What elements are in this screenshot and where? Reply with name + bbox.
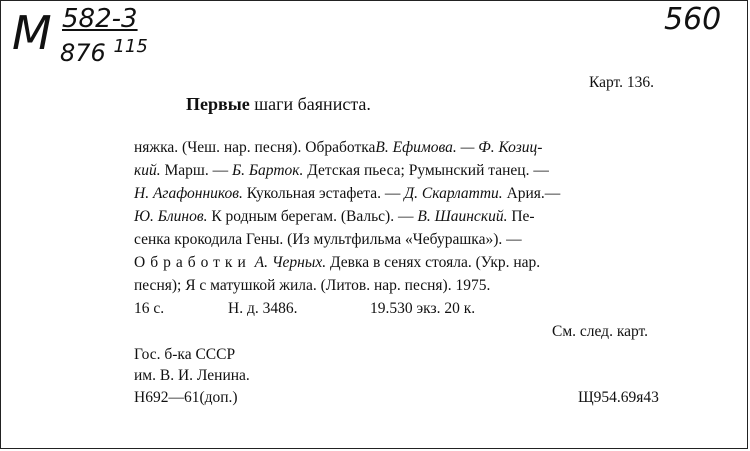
price-code: Н. д. 3486.: [228, 300, 298, 317]
body-line: [134, 140, 542, 156]
body-segment: Д. Скарлатти.: [404, 185, 503, 202]
body-line: [134, 232, 522, 248]
body-segment: В. Ефимова. — Ф. Козиц-: [375, 139, 543, 156]
title-bold: Первые: [186, 94, 250, 114]
code-right: Щ954.69я43: [578, 389, 659, 406]
body-segment: сенка крокодила Гены. (Из мультфильма «Чебурашка»). —: [134, 231, 522, 248]
handwritten-shelf-number-2: [60, 36, 148, 67]
handwritten-corner-number: 560: [664, 2, 722, 37]
body-segment: Обработки: [134, 254, 251, 271]
body-segment: Пе-: [507, 208, 535, 225]
body-line: [134, 278, 490, 294]
body-segment: песня); Я с матушкой жила. (Литов. нар. песня). 1975.: [134, 277, 491, 294]
code-left: Н692—61(доп.): [134, 389, 238, 406]
handwritten-shelf-number: 582-3: [62, 4, 138, 34]
body-segment: А. Черных.: [254, 254, 327, 271]
title: [186, 95, 371, 113]
body-segment: Ю. Блинов.: [134, 208, 208, 225]
body-segment: Б. Барток.: [232, 162, 304, 179]
body-segment: В. Шаинский.: [417, 208, 508, 225]
library-name-2: им. В. И. Ленина.: [134, 367, 250, 384]
body-segment: Кукольная эстафета. —: [242, 185, 405, 202]
handwritten-shelf-suffix: 115: [113, 36, 148, 57]
body-line: [134, 186, 560, 202]
copies-price: 19.530 экз. 20 к.: [370, 300, 476, 317]
library-name-1: Гос. б-ка СССР: [134, 346, 236, 363]
body-segment: Детская пьеса; Румынский танец. —: [303, 162, 549, 179]
body-line: [134, 255, 540, 271]
body-segment: Девка в сенях стояла. (Укр. нар.: [326, 254, 541, 271]
body-segment: Н. Агафонников.: [134, 185, 243, 202]
handwritten-shelf-letter: М: [12, 6, 54, 60]
body-segment: К родным берегам. (Вальс). —: [207, 208, 418, 225]
body-segment: кий.: [134, 162, 161, 179]
title-rest: шаги баяниста.: [249, 94, 371, 114]
body-segment: Ария.—: [502, 185, 561, 202]
see-next-card: См. след. карт.: [552, 323, 649, 340]
body-line: [134, 209, 535, 225]
body-line: [134, 163, 549, 179]
pages: 16 с.: [134, 300, 165, 317]
handwritten-shelf-number-2-main: 876: [60, 39, 106, 67]
body-segment: няжка. (Чеш. нар. песня). Обработка: [134, 139, 376, 156]
body-segment: Марш. —: [160, 162, 232, 179]
card-number: Карт. 136.: [589, 74, 655, 91]
